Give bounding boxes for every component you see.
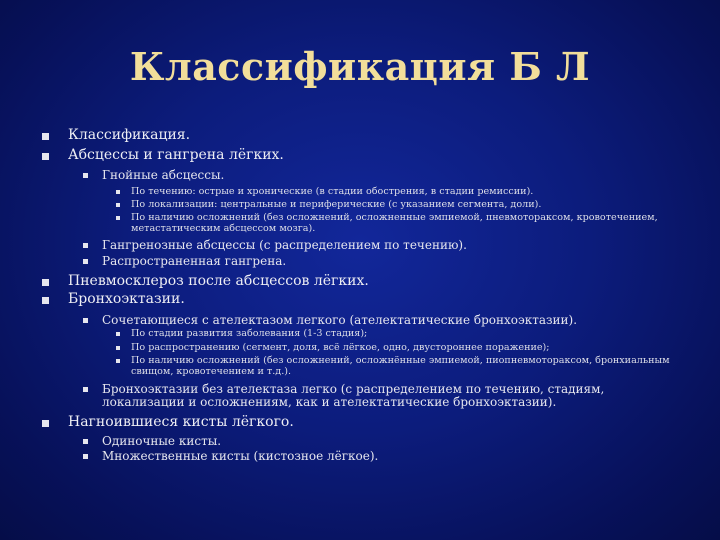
item-text: По локализации: центральные и периферические (с указанием сегмента, доли). <box>131 199 542 210</box>
square-bullet-icon <box>83 243 88 248</box>
item-text: По стадии развития заболевания (1-3 стадия); <box>131 328 368 339</box>
square-bullet-icon <box>83 318 88 323</box>
square-bullet-icon <box>116 216 120 220</box>
list-item <box>102 239 467 252</box>
list-item <box>68 148 284 164</box>
item-text: Сочетающиеся с ателектазом легкого (ателектатические бронхоэктазии). <box>102 313 578 327</box>
list-item <box>68 292 185 308</box>
item-text: Распространенная гангрена. <box>102 254 287 268</box>
square-bullet-icon <box>116 359 120 363</box>
list-item <box>131 200 671 211</box>
item-text: Бронхоэктазии без ателектаза легко (с распределением по течению, стадиям, локализации и осложнениям, как и ателектатические бронхоэктазии). <box>102 382 605 410</box>
item-text: Гнойные абсцессы. <box>102 168 225 182</box>
list-item <box>131 343 671 354</box>
list-item <box>131 187 671 198</box>
item-text: По течению: острые и хронические (в стадии обострения, в стадии ремиссии). <box>131 186 534 197</box>
square-bullet-icon <box>42 133 49 140</box>
square-bullet-icon <box>42 297 49 304</box>
item-text: Абсцессы и гангрена лёгких. <box>68 147 284 163</box>
list-item <box>102 169 224 182</box>
list-item <box>131 329 671 340</box>
item-text: Классификация. <box>68 127 191 143</box>
list-item <box>68 274 369 290</box>
square-bullet-icon <box>83 173 88 178</box>
square-bullet-icon <box>116 190 120 194</box>
square-bullet-icon <box>116 203 120 207</box>
slide-title: Классификация Б Л <box>129 44 591 89</box>
item-text: По распространению (сегмент, доля, всё лёгкое, одно, двустороннее поражение); <box>131 342 550 353</box>
list-item <box>131 356 671 377</box>
item-text: Пневмосклероз после абсцессов лёгких. <box>68 273 369 289</box>
item-text: Множественные кисты (кистозное лёгкое). <box>102 449 379 463</box>
item-text: Одиночные кисты. <box>102 434 222 448</box>
square-bullet-icon <box>42 153 49 160</box>
item-text: По наличию осложнений (без осложнений, осложненные эмпиемой, пневмотораксом, кровотечением, метастатическим абсцессом мозга). <box>131 212 658 234</box>
square-bullet-icon <box>116 332 120 336</box>
item-text: Нагноившиеся кисты лёгкого. <box>68 414 294 430</box>
list-item <box>102 435 221 448</box>
list-item <box>68 415 294 431</box>
square-bullet-icon <box>42 420 49 427</box>
list-item <box>102 383 662 410</box>
square-bullet-icon <box>83 387 88 392</box>
list-item <box>102 314 577 327</box>
square-bullet-icon <box>83 439 88 444</box>
list-item <box>131 213 671 234</box>
item-text: По наличию осложнений (без осложнений, осложнённые эмпиемой, пиопневмотораксом, бронхиальным свищом, кровотечением и т.д.). <box>131 355 670 377</box>
square-bullet-icon <box>116 346 120 350</box>
square-bullet-icon <box>83 454 88 459</box>
list-item <box>102 450 378 463</box>
square-bullet-icon <box>42 279 49 286</box>
item-text: Гангренозные абсцессы (с распределением по течению). <box>102 238 467 252</box>
list-item <box>102 255 286 268</box>
square-bullet-icon <box>83 259 88 264</box>
list-item <box>68 128 190 144</box>
item-text: Бронхоэктазии. <box>68 291 185 307</box>
